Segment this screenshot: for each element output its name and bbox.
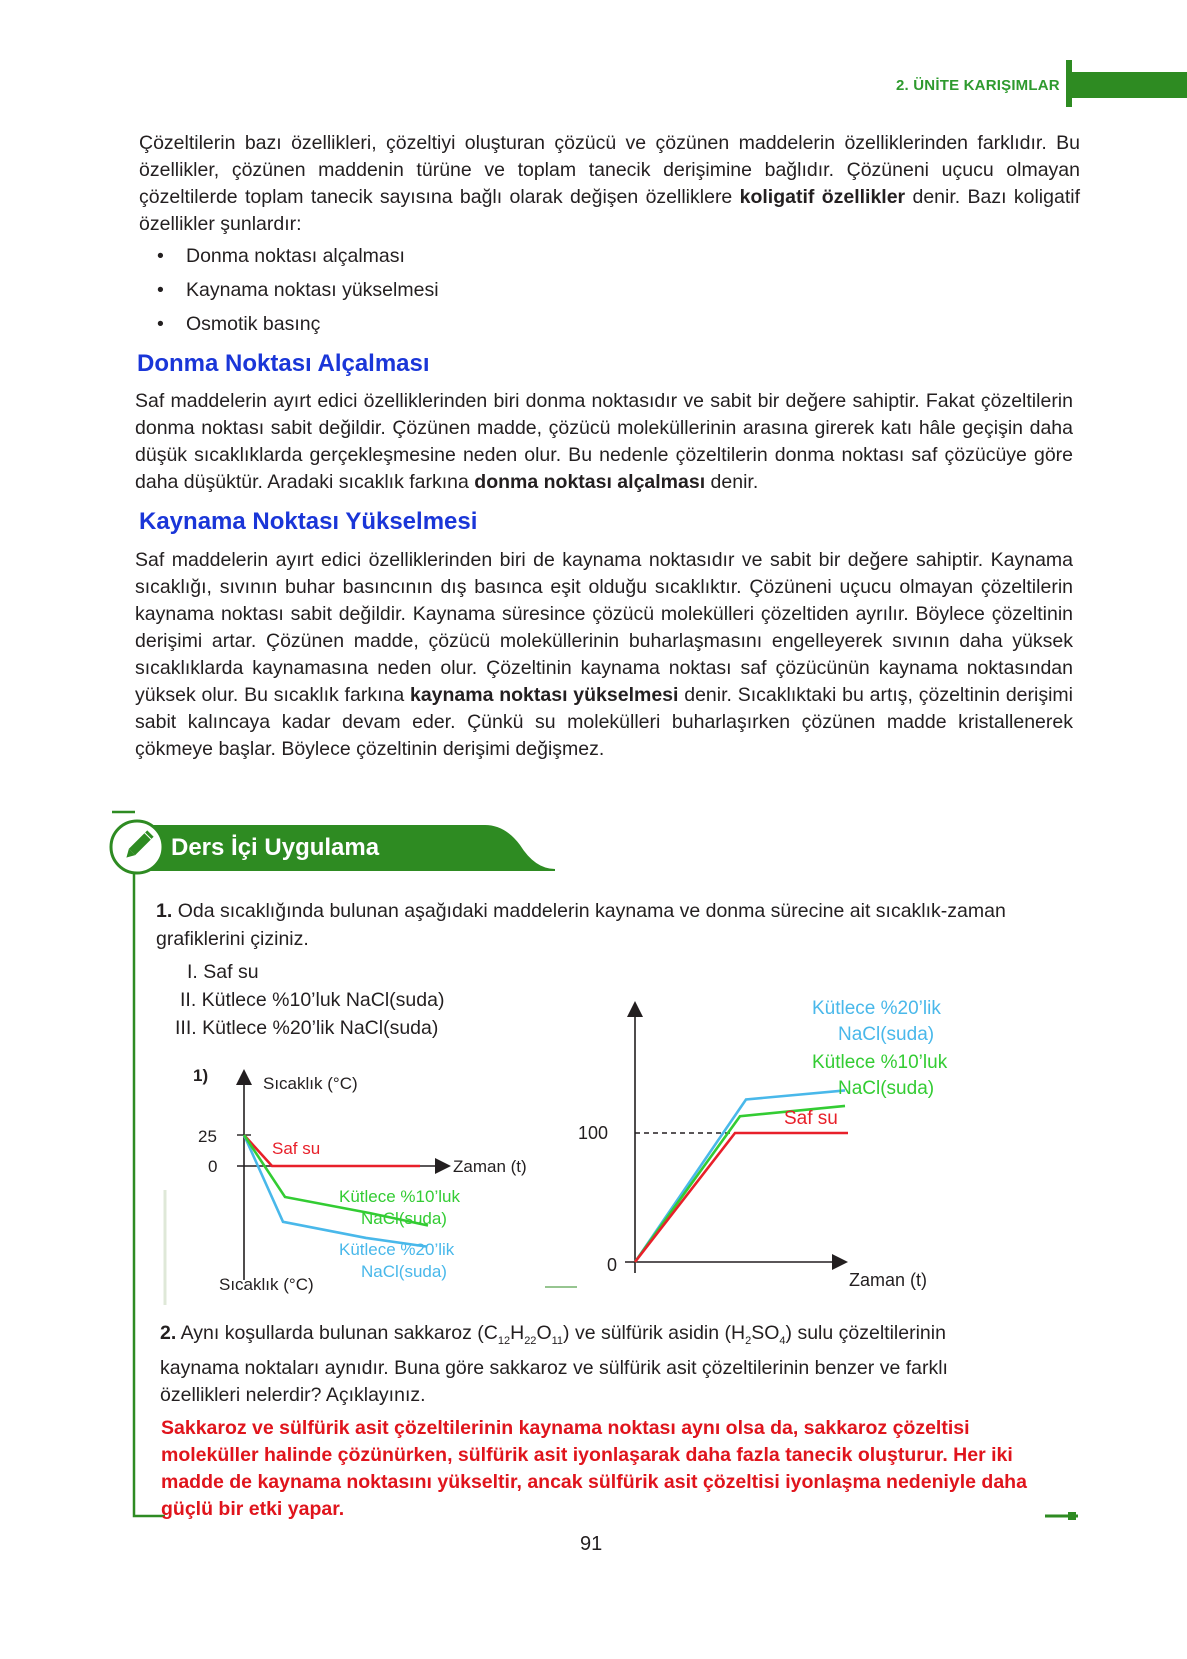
q2-sub: 11 bbox=[551, 1334, 564, 1347]
legend-group bbox=[784, 998, 948, 1129]
legend-label: Kütlece %20’lik bbox=[812, 998, 941, 1019]
q2-text: ) ve sülfürik asidin (H bbox=[563, 1322, 746, 1344]
question-number: 1. bbox=[156, 900, 173, 922]
list-item: • Kaynama noktası yükselmesi bbox=[157, 279, 439, 301]
legend-label: NaCl(suda) bbox=[361, 1262, 447, 1281]
activity-title: Ders İçi Uygulama bbox=[171, 834, 380, 861]
tick-label: 100 bbox=[578, 1123, 609, 1143]
bullet-text: Donma noktası alçalması bbox=[186, 245, 405, 267]
pencil-icon bbox=[108, 818, 166, 876]
x-axis-label: Zaman (t) bbox=[453, 1157, 527, 1176]
section-title-freezing: Donma Noktası Alçalması bbox=[137, 350, 430, 377]
q2-text: O bbox=[536, 1322, 552, 1344]
list-item: • Donma noktası alçalması bbox=[157, 245, 405, 267]
legend-label: Saf su bbox=[272, 1139, 321, 1158]
question-1 bbox=[156, 897, 1016, 953]
tick-label: 0 bbox=[607, 1255, 618, 1275]
y-axis-label: Sıcaklık (°C) bbox=[263, 1074, 358, 1093]
cooling-chart bbox=[165, 1055, 585, 1305]
list-item: • Osmotik basınç bbox=[157, 313, 321, 335]
panel-label: 1) bbox=[193, 1066, 209, 1085]
bottom-label: Sıcaklık (°C) bbox=[219, 1275, 314, 1294]
sec1-bold: donma noktası alçalması bbox=[474, 471, 706, 493]
answer-text: Sakkaroz ve sülfürik asit çözeltilerinin kaynama noktası aynı olsa da, sakkaroz çözeltisi moleküller halinde çözünürken, sülfürik asit iyonlaşarak daha fazla tanecik oluşturur. Her iki madde de kaynama noktasını yükseltir, ancak sülfürik asit çözeltisi iyonlaşma nedeniyle daha güçlü bir etki yapar. bbox=[161, 1417, 1027, 1520]
legend-label: Kütlece %20’lik bbox=[339, 1240, 455, 1259]
sec2-bold: kaynama noktası yükselmesi bbox=[409, 684, 679, 706]
legend-label: Kütlece %10’luk bbox=[812, 1052, 948, 1073]
series-line bbox=[635, 1133, 848, 1262]
intro-text-2: denir. Bazı koligatif özellikler şunlardır: bbox=[139, 186, 1080, 235]
q2-sub: 4 bbox=[779, 1334, 786, 1347]
heating-chart bbox=[578, 995, 1005, 1305]
legend-label: NaCl(suda) bbox=[361, 1209, 447, 1228]
q2-text: Aynı koşullarda bulunan sakkaroz (C bbox=[180, 1322, 498, 1344]
item-iii: III. Kütlece %20’lik NaCl(suda) bbox=[175, 1017, 439, 1039]
tick-label: 25 bbox=[198, 1127, 217, 1146]
intro-bold: koligatif özellikler bbox=[739, 186, 906, 208]
q2-text: H bbox=[510, 1322, 525, 1344]
bullet-text: Kaynama noktası yükselmesi bbox=[186, 279, 439, 301]
q2-sub: 22 bbox=[524, 1334, 537, 1347]
sec1-text-2: denir. bbox=[705, 471, 759, 493]
sec2-text-2: denir. Sıcaklıktaki bu artış, çözeltinin derişimi sabit kalıncaya kadar devam eder. Çünkü su molekülleri buharlaşırken çözünen madde kristallenerek çökmeye başlar. Böylece çözeltinin derişimi değişmez. bbox=[135, 684, 1073, 760]
series-line bbox=[244, 1135, 420, 1166]
bullet-text: Osmotik basınç bbox=[186, 313, 321, 335]
sec1-text-1: Saf maddelerin ayırt edici özelliklerinden biri donma noktasıdır ve sabit bir değere sahiptir. Fakat çözeltilerin donma noktası sabit değildir. Çözünen madde, çözücü moleküllerinin arasına girerek katı hâle geçişin daha düşük sıcaklıklarda gerçekleşmesine neden olur. Bu nedenle çözeltilerin donma noktası saf çözücüye göre daha düşüktür. Aradaki sıcaklık farkına bbox=[135, 390, 1073, 493]
question-text: Oda sıcaklığında bulunan aşağıdaki maddelerin kaynama ve donma sürecine ait sıcaklık-zaman grafiklerini çiziniz. bbox=[156, 900, 1006, 950]
q2-text: SO bbox=[751, 1322, 780, 1344]
q2-text: ) sulu çözeltilerinin kaynama noktaları aynıdır. Buna göre sakkaroz ve sülfürik asit çözeltilerinin benzer ve farklı özellikleri nelerdir? Açıklayınız. bbox=[160, 1322, 948, 1406]
legend-group bbox=[272, 1139, 460, 1281]
tick-labels bbox=[198, 1127, 251, 1176]
q2-sub: 12 bbox=[497, 1334, 511, 1347]
legend-label: NaCl(suda) bbox=[838, 1078, 935, 1099]
x-axis-label: Zaman (t) bbox=[849, 1270, 928, 1290]
sec2-text-1: Saf maddelerin ayırt edici özelliklerinden biri de kaynama noktasıdır ve sabit bir değere sahiptir. Kaynama sıcaklığı, sıvının buhar basıncının dış basınca eşit olduğu sıcaklıktır. Çözüneni uçucu olmayan çözeltilerin kaynama noktası sabit değildir. Kaynama süresince çözücü molekülleri çözeltiden ayrılır. Böylece çözeltinin derişimi artar. Çözünen madde, çözücü moleküllerinin buharlaşmasını engelleyerek sıvının daha yüksek sıcaklıklarda kaynamasına neden olur. Çözeltinin kaynama noktası saf çözücünün kaynama noktasından yüksek olur. Bu sıcaklık farkına bbox=[135, 549, 1073, 706]
item-ii: II. Kütlece %10’luk NaCl(suda) bbox=[180, 989, 445, 1011]
question-number: 2. bbox=[160, 1322, 177, 1344]
q2-sub: 2 bbox=[745, 1334, 752, 1347]
item-i: I. Saf su bbox=[187, 961, 259, 983]
page-number: 91 bbox=[580, 1533, 603, 1555]
intro-text-1: Çözeltilerin bazı özellikleri, çözeltiyi oluşturan çözücü ve çözünen maddelerin özelliklerinden farklıdır. Bu özellikler, çözünen maddenin türüne ve toplam tanecik derişimine bağlıdır. Çözüneni uçucu olmayan çözeltilerde toplam tanecik sayısına bağlı olarak değişen özelliklere bbox=[139, 132, 1080, 208]
legend-label: NaCl(suda) bbox=[838, 1024, 935, 1045]
legend-label: Saf su bbox=[784, 1108, 838, 1129]
unit-header: 2. ÜNİTE KARIŞIMLAR bbox=[896, 77, 1060, 94]
section-title-boiling: Kaynama Noktası Yükselmesi bbox=[139, 508, 478, 535]
legend-label: Kütlece %10’luk bbox=[339, 1187, 460, 1206]
series-line bbox=[635, 1106, 845, 1262]
tick-label: 0 bbox=[208, 1157, 218, 1176]
question-2 bbox=[160, 1320, 1010, 1409]
